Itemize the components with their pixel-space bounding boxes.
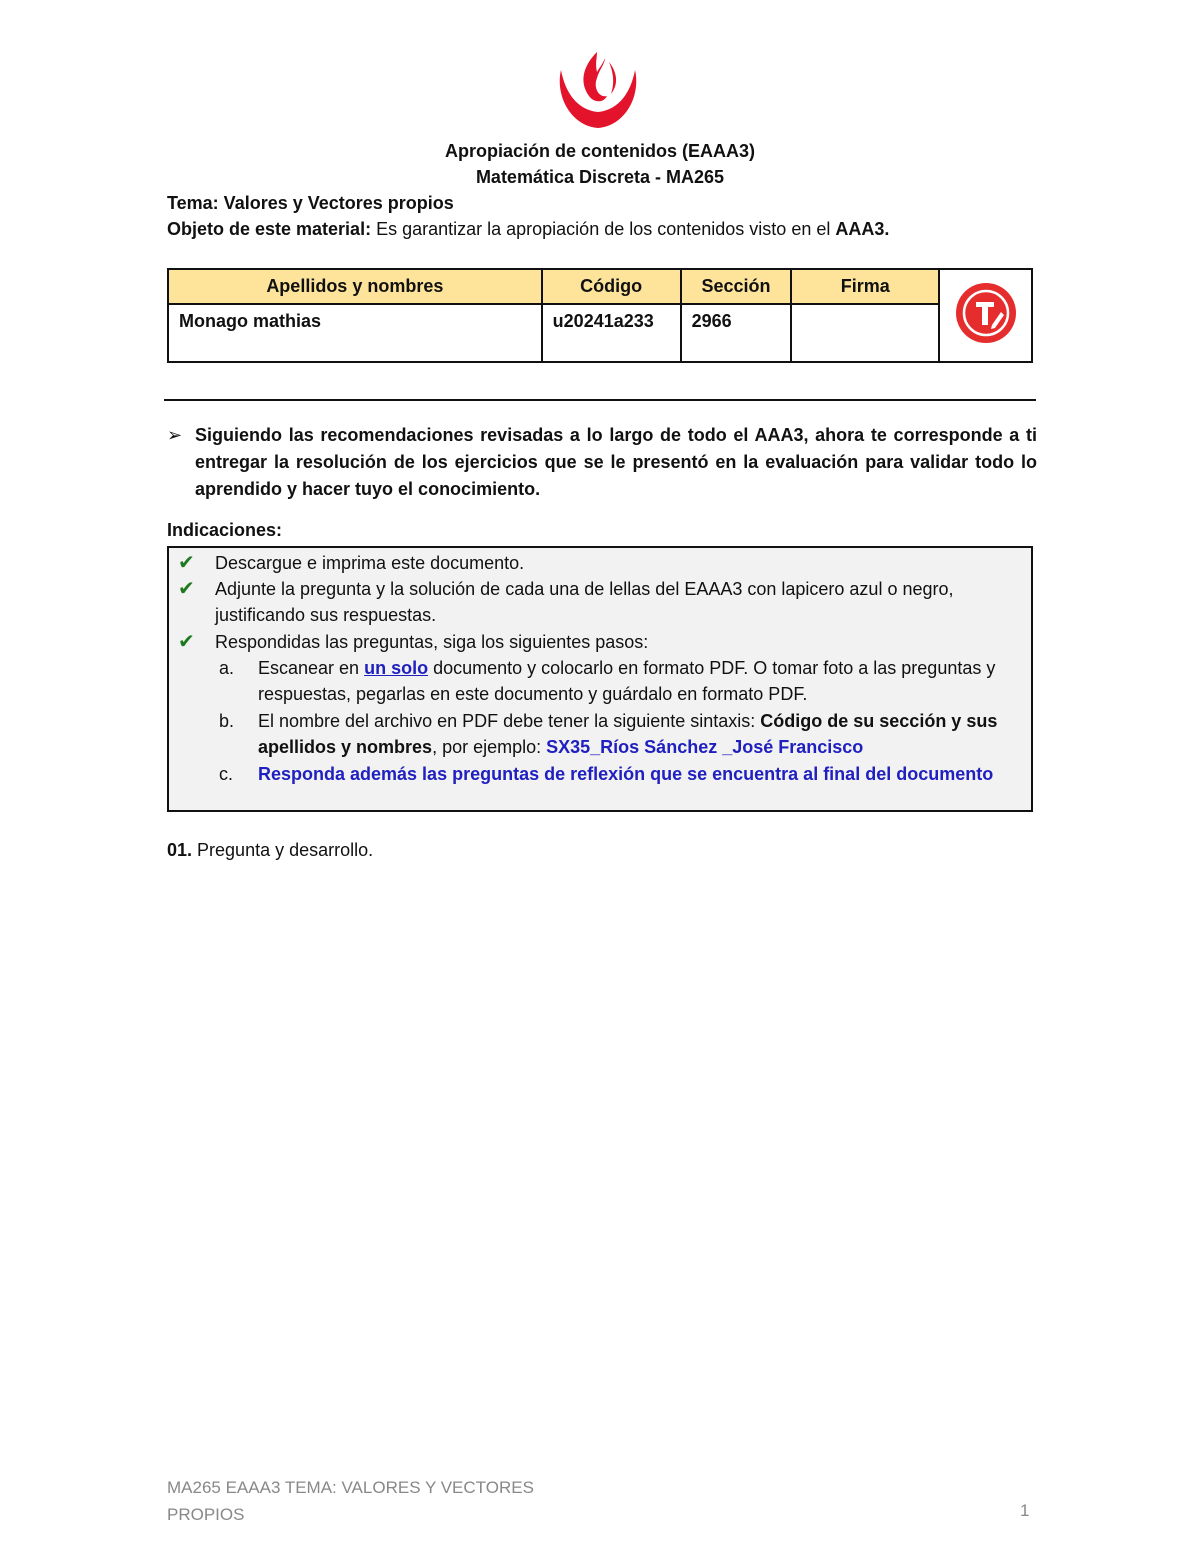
question-heading [167, 840, 373, 861]
checkmark-icon: ✔ [178, 631, 195, 653]
sub-instruction-c: Responda además las preguntas de reflexión que se encuentra al final del documento [258, 764, 994, 784]
sub-b-bold: Código de su sección y sus apellidos y nombres [258, 711, 998, 758]
instructions-box [167, 546, 1033, 812]
list-item [219, 708, 1025, 761]
objective-line [167, 219, 889, 240]
sub-b-mid: , por ejemplo: [432, 737, 547, 758]
student-code: u20241a233 [542, 304, 681, 362]
footer-text: MA265 EAAA3 TEMA: VALORES Y VECTORES PROPIOS [167, 1478, 534, 1524]
sub-a-pre: Escanear en [258, 658, 365, 678]
course-name: Matemática Discreta - MA265 [475, 167, 725, 187]
intro-text: Siguiendo las recomendaciones revisadas a lo largo de todo el AAA3, ahora te corresponde a ti entregar la resolución de los ejercicios que se le presentó en la evaluación para validar todo lo aprendido y hacer tuyo el conocimiento. [195, 425, 1037, 499]
instruction-3: Respondidas las preguntas, siga los siguientes pasos: [215, 632, 649, 652]
table-row [168, 304, 1032, 362]
turnitin-icon-cell [939, 269, 1032, 362]
sub-letter-a: a. [219, 658, 235, 678]
header-code: Código [542, 269, 681, 304]
single-document-link[interactable]: un solo [364, 658, 429, 678]
section-divider [164, 399, 1036, 401]
header-signature: Firma [791, 269, 939, 304]
filename-example: SX35_Ríos Sánchez _José Francisco [546, 737, 864, 758]
header-names: Apellidos y nombres [168, 269, 542, 304]
table-header-row [168, 269, 1032, 304]
instructions-label: Indicaciones: [167, 520, 283, 540]
intro-paragraph [167, 422, 1037, 503]
student-info-table [167, 268, 1033, 363]
sub-a-post: documento y colocarlo en formato PDF. O tomar foto a las preguntas y respuestas, pegarlas en este documento y guárdalo en formato PDF. [258, 658, 996, 705]
instruction-1: Descargue e imprima este documento. [215, 553, 525, 573]
topic-line: Tema: Valores y Vectores propios [167, 193, 454, 213]
page-number: 1 [1020, 1501, 1030, 1520]
sub-letter-c: c. [219, 764, 234, 784]
sub-letter-b: b. [219, 711, 235, 731]
student-section: 2966 [681, 304, 792, 362]
sub-b-pre: El nombre del archivo en PDF debe tener la siguiente sintaxis: [258, 711, 761, 731]
turnitin-icon [954, 281, 1018, 345]
list-item [178, 550, 1023, 576]
instruction-2: Adjunte la pregunta y la solución de cada una de lellas del EAAA3 con lapicero azul o negro, justificando sus respuestas. [215, 579, 954, 626]
student-name: Monago mathias [168, 304, 542, 362]
checkmark-icon: ✔ [178, 578, 195, 600]
signature-field[interactable] [791, 304, 939, 362]
list-item [178, 629, 1023, 655]
list-item [178, 576, 1023, 629]
list-item [219, 761, 1025, 787]
sub-instruction-b [258, 708, 1025, 761]
arrow-bullet-icon: ➢ [167, 425, 183, 445]
sub-instruction-a [258, 655, 1025, 708]
objective-text-bold: AAA3. [835, 219, 890, 239]
university-logo [553, 48, 643, 130]
page-footer [167, 1474, 1037, 1528]
objective-label: Objeto de este material: [167, 219, 372, 239]
question-number: 01. [167, 840, 193, 860]
list-item [219, 655, 1025, 708]
header-section: Sección [681, 269, 792, 304]
checkmark-icon: ✔ [178, 552, 195, 574]
objective-text: Es garantizar la apropiación de los contenidos visto en el [371, 219, 836, 239]
document-title: Apropiación de contenidos (EAAA3) [444, 141, 756, 161]
question-text: Pregunta y desarrollo. [192, 840, 374, 860]
